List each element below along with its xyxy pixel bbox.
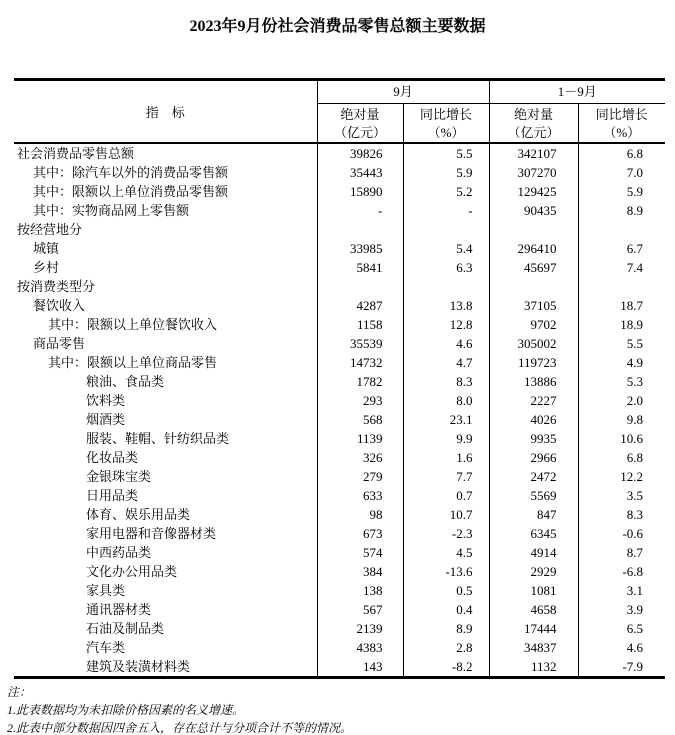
value-cell: 6.7 xyxy=(578,239,665,258)
table-row xyxy=(14,182,665,201)
table-row xyxy=(14,258,665,277)
value-cell: 9.9 xyxy=(403,429,489,448)
table-row xyxy=(14,657,665,678)
table-row xyxy=(14,467,665,486)
value-cell: 568 xyxy=(317,410,403,429)
value-cell: 2139 xyxy=(317,619,403,638)
value-cell: 143 xyxy=(317,657,403,678)
value-cell: - xyxy=(317,201,403,220)
value-cell: 9935 xyxy=(489,429,578,448)
value-cell: 5.3 xyxy=(578,372,665,391)
header-line1: 绝对量 xyxy=(514,107,554,122)
value-cell: 1.6 xyxy=(403,448,489,467)
indicator-cell: 商品零售 xyxy=(33,336,86,351)
header-group-september: 9月 xyxy=(317,80,489,104)
header-indicator: 指 标 xyxy=(14,80,317,144)
value-cell: 5.4 xyxy=(403,239,489,258)
value-cell: 6345 xyxy=(489,524,578,543)
value-cell xyxy=(489,220,578,239)
table-row xyxy=(14,429,665,448)
value-cell: -2.3 xyxy=(403,524,489,543)
indicator-cell: 日用品类 xyxy=(86,488,139,503)
value-cell: 13.8 xyxy=(403,296,489,315)
table-row xyxy=(14,410,665,429)
value-cell: 4.5 xyxy=(403,543,489,562)
value-cell: 1081 xyxy=(489,581,578,600)
value-cell: 14732 xyxy=(317,353,403,372)
value-cell: 12.2 xyxy=(578,467,665,486)
table-row xyxy=(14,296,665,315)
table-row xyxy=(14,619,665,638)
value-cell: 6.5 xyxy=(578,619,665,638)
value-cell: 10.6 xyxy=(578,429,665,448)
value-cell: 6.8 xyxy=(578,143,665,163)
value-cell: 90435 xyxy=(489,201,578,220)
table-row xyxy=(14,543,665,562)
table-row xyxy=(14,277,665,296)
value-cell: 4287 xyxy=(317,296,403,315)
value-cell: 673 xyxy=(317,524,403,543)
indicator-cell: 其中：限额以上单位餐饮收入 xyxy=(48,317,218,332)
value-cell: 12.8 xyxy=(403,315,489,334)
value-cell: 34837 xyxy=(489,638,578,657)
value-cell: 567 xyxy=(317,600,403,619)
header-line2: （%） xyxy=(427,125,465,140)
table-row xyxy=(14,391,665,410)
value-cell: 4658 xyxy=(489,600,578,619)
value-cell: 7.7 xyxy=(403,467,489,486)
value-cell: 4.7 xyxy=(403,353,489,372)
table-row xyxy=(14,143,665,163)
indicator-cell: 通讯器材类 xyxy=(86,602,152,617)
value-cell: 2227 xyxy=(489,391,578,410)
table-header xyxy=(14,80,665,144)
value-cell: 1158 xyxy=(317,315,403,334)
value-cell: 8.9 xyxy=(403,619,489,638)
footnote-item: 2.此表中部分数据因四舍五入，存在总计与分项合计不等的情况。 xyxy=(7,721,353,735)
value-cell: 2929 xyxy=(489,562,578,581)
table-row xyxy=(14,600,665,619)
indicator-cell: 化妆品类 xyxy=(86,450,139,465)
value-cell: 7.4 xyxy=(578,258,665,277)
header-yoy-jan-sep xyxy=(578,104,665,144)
value-cell: 1132 xyxy=(489,657,578,678)
indicator-cell: 文化办公用品类 xyxy=(86,564,178,579)
value-cell xyxy=(403,277,489,296)
value-cell: 0.7 xyxy=(403,486,489,505)
value-cell: 9.8 xyxy=(578,410,665,429)
indicator-cell: 饮料类 xyxy=(86,393,126,408)
value-cell xyxy=(317,220,403,239)
footnote-item: 1.此表数据均为未扣除价格因素的名义增速。 xyxy=(7,703,245,717)
header-line1: 同比增长 xyxy=(595,107,648,122)
table-row xyxy=(14,372,665,391)
table-row xyxy=(14,448,665,467)
table-body xyxy=(14,143,665,678)
value-cell: 307270 xyxy=(489,163,578,182)
value-cell: 384 xyxy=(317,562,403,581)
table-row xyxy=(14,581,665,600)
value-cell: 15890 xyxy=(317,182,403,201)
indicator-cell: 服装、鞋帽、针纺织品类 xyxy=(86,431,230,446)
indicator-cell: 家用电器和音像器材类 xyxy=(86,526,217,541)
value-cell: 45697 xyxy=(489,258,578,277)
value-cell: 8.3 xyxy=(578,505,665,524)
page-title: 2023年9月份社会消费品零售总额主要数据 xyxy=(189,18,486,35)
value-cell: 17444 xyxy=(489,619,578,638)
value-cell: 119723 xyxy=(489,353,578,372)
indicator-cell: 粮油、食品类 xyxy=(86,374,165,389)
value-cell: 8.0 xyxy=(403,391,489,410)
value-cell: 129425 xyxy=(489,182,578,201)
table-row xyxy=(14,239,665,258)
value-cell: 5569 xyxy=(489,486,578,505)
indicator-cell: 汽车类 xyxy=(86,640,126,655)
value-cell: 6.3 xyxy=(403,258,489,277)
table-row xyxy=(14,524,665,543)
indicator-cell: 按经营地分 xyxy=(17,222,83,237)
table-row xyxy=(14,505,665,524)
value-cell: 7.0 xyxy=(578,163,665,182)
table-row xyxy=(14,201,665,220)
value-cell xyxy=(403,220,489,239)
value-cell: 5.9 xyxy=(578,182,665,201)
indicator-cell: 石油及制品类 xyxy=(86,621,165,636)
header-absolute-jan-sep xyxy=(489,104,578,144)
value-cell: 4914 xyxy=(489,543,578,562)
indicator-cell: 体育、娱乐用品类 xyxy=(86,507,191,522)
value-cell: 13886 xyxy=(489,372,578,391)
table-row xyxy=(14,315,665,334)
indicator-cell: 其中：除汽车以外的消费品零售额 xyxy=(33,165,229,180)
value-cell: -13.6 xyxy=(403,562,489,581)
value-cell: 8.7 xyxy=(578,543,665,562)
table-row xyxy=(14,163,665,182)
value-cell: 3.9 xyxy=(578,600,665,619)
value-cell: 8.3 xyxy=(403,372,489,391)
value-cell: 1782 xyxy=(317,372,403,391)
value-cell: 39826 xyxy=(317,143,403,163)
value-cell: 98 xyxy=(317,505,403,524)
value-cell: 2966 xyxy=(489,448,578,467)
value-cell: 5841 xyxy=(317,258,403,277)
indicator-cell: 其中：限额以上单位消费品零售额 xyxy=(33,184,229,199)
value-cell: -8.2 xyxy=(403,657,489,678)
value-cell: -0.6 xyxy=(578,524,665,543)
table-row xyxy=(14,638,665,657)
value-cell: 5.2 xyxy=(403,182,489,201)
value-cell: 18.7 xyxy=(578,296,665,315)
indicator-cell: 烟酒类 xyxy=(86,412,126,427)
value-cell: 37105 xyxy=(489,296,578,315)
header-yoy-sep xyxy=(403,104,489,144)
value-cell: 3.1 xyxy=(578,581,665,600)
indicator-cell: 社会消费品零售总额 xyxy=(17,146,135,161)
value-cell: 9702 xyxy=(489,315,578,334)
value-cell: 293 xyxy=(317,391,403,410)
value-cell: 1139 xyxy=(317,429,403,448)
indicator-cell: 餐饮收入 xyxy=(33,298,86,313)
header-line1: 同比增长 xyxy=(420,107,473,122)
indicator-cell: 中西药品类 xyxy=(86,545,152,560)
value-cell: 342107 xyxy=(489,143,578,163)
value-cell: 6.8 xyxy=(578,448,665,467)
value-cell: 35443 xyxy=(317,163,403,182)
indicator-cell: 金银珠宝类 xyxy=(86,469,152,484)
header-line2: （%） xyxy=(603,125,641,140)
value-cell: 33985 xyxy=(317,239,403,258)
value-cell: 305002 xyxy=(489,334,578,353)
value-cell: 4.6 xyxy=(578,638,665,657)
header-line2: （亿元） xyxy=(507,125,560,140)
table-row xyxy=(14,334,665,353)
value-cell: 10.7 xyxy=(403,505,489,524)
value-cell: 326 xyxy=(317,448,403,467)
indicator-cell: 建筑及装潢材料类 xyxy=(86,659,191,674)
value-cell: -6.8 xyxy=(578,562,665,581)
value-cell: 4026 xyxy=(489,410,578,429)
header-group-row xyxy=(14,80,665,104)
value-cell: 847 xyxy=(489,505,578,524)
value-cell: 2.0 xyxy=(578,391,665,410)
value-cell: 138 xyxy=(317,581,403,600)
indicator-cell: 城镇 xyxy=(33,241,60,256)
indicator-cell: 其中：限额以上单位商品零售 xyxy=(48,355,218,370)
value-cell: 4.9 xyxy=(578,353,665,372)
retail-sales-table xyxy=(14,78,665,679)
indicator-cell: 家具类 xyxy=(86,583,126,598)
table-row xyxy=(14,353,665,372)
indicator-cell: 按消费类型分 xyxy=(17,279,96,294)
table-row xyxy=(14,486,665,505)
header-absolute-sep xyxy=(317,104,403,144)
value-cell: 633 xyxy=(317,486,403,505)
value-cell xyxy=(317,277,403,296)
value-cell: 0.4 xyxy=(403,600,489,619)
value-cell: -7.9 xyxy=(578,657,665,678)
table-row xyxy=(14,562,665,581)
value-cell xyxy=(578,277,665,296)
value-cell xyxy=(489,277,578,296)
value-cell: 0.5 xyxy=(403,581,489,600)
table-row xyxy=(14,220,665,239)
value-cell: 296410 xyxy=(489,239,578,258)
value-cell: 23.1 xyxy=(403,410,489,429)
value-cell: - xyxy=(403,201,489,220)
indicator-cell: 其中：实物商品网上零售额 xyxy=(33,203,190,218)
value-cell: 35539 xyxy=(317,334,403,353)
value-cell: 5.5 xyxy=(578,334,665,353)
header-group-jan-to-sep: 1－9月 xyxy=(489,80,665,104)
footnotes xyxy=(7,683,675,735)
value-cell: 3.5 xyxy=(578,486,665,505)
value-cell: 4383 xyxy=(317,638,403,657)
value-cell: 8.9 xyxy=(578,201,665,220)
header-line2: （亿元） xyxy=(333,125,386,140)
value-cell: 5.9 xyxy=(403,163,489,182)
value-cell: 4.6 xyxy=(403,334,489,353)
value-cell xyxy=(578,220,665,239)
value-cell: 279 xyxy=(317,467,403,486)
value-cell: 574 xyxy=(317,543,403,562)
footnote-heading: 注： xyxy=(7,685,32,699)
value-cell: 5.5 xyxy=(403,143,489,163)
value-cell: 2472 xyxy=(489,467,578,486)
header-line1: 绝对量 xyxy=(340,107,380,122)
value-cell: 2.8 xyxy=(403,638,489,657)
value-cell: 18.9 xyxy=(578,315,665,334)
indicator-cell: 乡村 xyxy=(33,260,60,275)
